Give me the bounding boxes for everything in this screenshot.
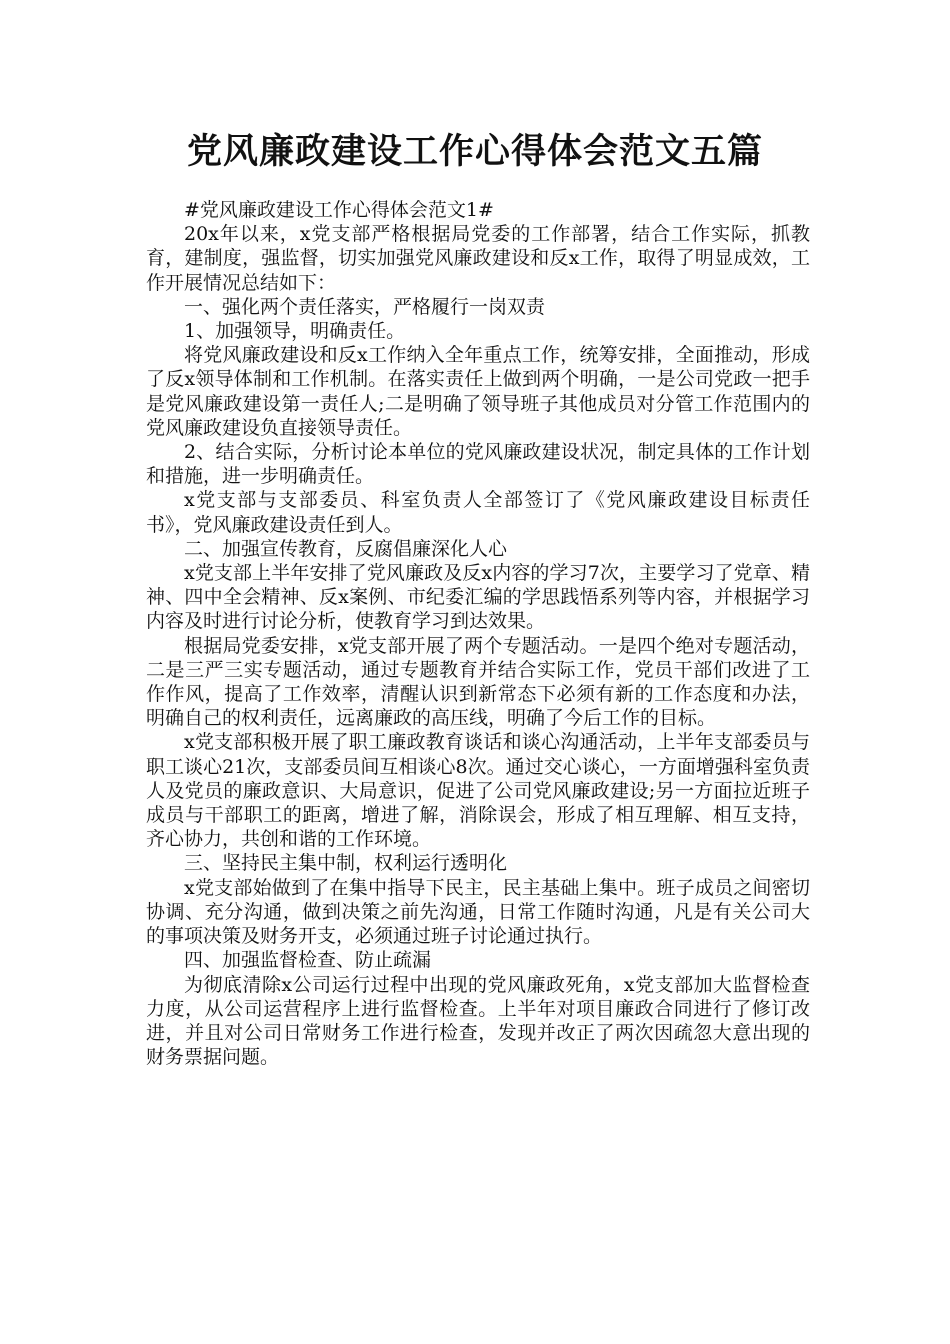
heading-part-two: 二、加强宣传教育，反腐倡廉深化人心 [184,537,508,560]
paragraph-intro: 20x年以来，x党支部严格根据局党委的工作部署，结合工作实际，抓教育，建制度，强监督，切实加强党风廉政建设和反x工作，取得了明显成效，工作开展情况总结如下： [146,223,810,294]
heading-part-three: 三、坚持民主集中制，权利运行透明化 [184,852,508,875]
paragraph: 将党风廉政建设和反x工作纳入全年重点工作，统筹安排，全面推动，形成了反x领导体制和工作机制。在落实责任上做到两个明确，一是公司党政一把手是党风廉政建设第一责任人;二是明确了领导班子其他成员对分管工作范围内的党风廉政建设负直接领导责任。 [146,344,810,439]
paragraph: x党支部上半年安排了党风廉政及反x内容的学习7次，主要学习了党章、精神、四中全会精神、反x案例、市纪委汇编的学思践悟系列等内容，并根据学习内容及时进行讨论分析，使教育学习到达效果。 [146,562,810,633]
subheading-one: 1、加强领导，明确责任。 [184,320,406,343]
paragraph: x党支部积极开展了职工廉政教育谈话和谈心沟通活动，上半年支部委员与职工谈心21次，支部委员间互相谈心8次。通过交心谈心，一方面增强科室负责人及党员的廉政意识、大局意识，促进了公司党风廉政建设;另一方面拉近班子成员与干部职工的距离，增进了解，消除误会，形成了相互理解、相互支持，齐心协力，共创和谐的工作环境。 [146,731,810,851]
document-body [146,198,810,1069]
paragraph: 为彻底清除x公司运行过程中出现的党风廉政死角，x党支部加大监督检查力度，从公司运营程序上进行监督检查。上半年对项目廉政合同进行了修订改进，并且对公司日常财务工作进行检查，发现并改正了两次因疏忽大意出现的财务票据问题。 [146,973,810,1069]
subheading-two: 2、结合实际，分析讨论本单位的党风廉政建设状况，制定具体的工作计划和措施，进一步明确责任。 [146,441,810,488]
paragraph: x党支部与支部委员、科室负责人全部签订了《党风廉政建设目标责任书》，党风廉政建设责任到人。 [146,489,810,536]
heading-part-four: 四、加强监督检查、防止疏漏 [184,949,432,972]
document-title: 党风廉政建设工作心得体会范文五篇 [186,132,763,172]
paragraph: x党支部始做到了在集中指导下民主，民主基础上集中。班子成员之间密切协调、充分沟通，做到决策之前先沟通，日常工作随时沟通，凡是有关公司大的事项决策及财务开支，必须通过班子讨论通过执行。 [146,876,810,948]
paragraph-section-heading: #党风廉政建设工作心得体会范文1# [184,199,494,221]
heading-part-one: 一、强化两个责任落实，严格履行一岗双责 [184,295,546,318]
paragraph: 根据局党委安排，x党支部开展了两个专题活动。一是四个绝对专题活动，二是三严三实专题活动，通过专题教育并结合实际工作，党员干部们改进了工作作风，提高了工作效率，清醒认识到新常态下必须有新的工作态度和办法，明确自己的权利责任，远离廉政的高压线，明确了今后工作的目标。 [146,634,810,730]
